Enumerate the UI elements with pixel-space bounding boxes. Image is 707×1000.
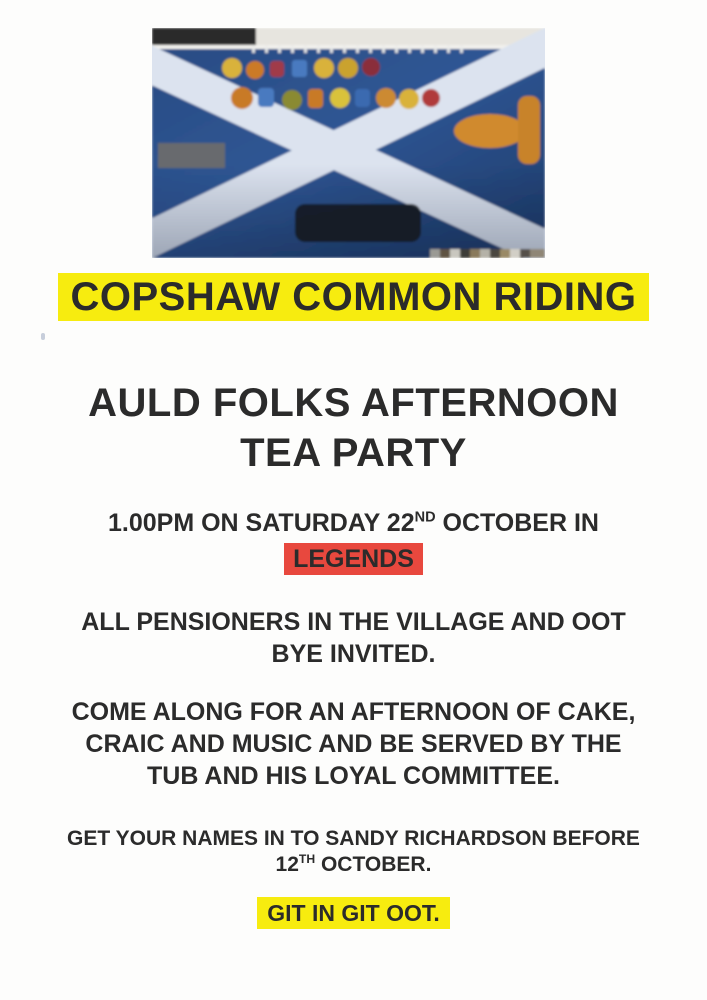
rsvp-line1: GET YOUR NAMES IN TO SANDY RICHARDSON BEFORE bbox=[67, 827, 640, 850]
event-heading-line2: TEA PARTY bbox=[240, 431, 467, 475]
venue-line bbox=[0, 543, 707, 575]
details-line2: CRAIC AND MUSIC AND BE SERVED BY THE bbox=[85, 730, 622, 758]
event-heading-line1: AULD FOLKS AFTERNOON bbox=[88, 381, 619, 425]
dark-bar bbox=[152, 28, 256, 46]
grey-patch bbox=[158, 143, 225, 168]
invite-paragraph bbox=[0, 606, 707, 670]
details-line1: COME ALONG FOR AN AFTERNOON OF CAKE, bbox=[71, 698, 636, 726]
footer-row bbox=[0, 897, 707, 929]
date-text-suffix: OCTOBER IN bbox=[435, 509, 599, 537]
rsvp-line2 bbox=[0, 852, 707, 878]
date-text: 1.00PM ON SATURDAY 22 bbox=[108, 509, 415, 537]
rsvp-ordinal: TH bbox=[298, 852, 316, 866]
event-heading bbox=[0, 378, 707, 478]
date-line bbox=[0, 508, 707, 538]
details-line3: TUB AND HIS LOYAL COMMITTEE. bbox=[147, 762, 560, 790]
date-ordinal: ND bbox=[414, 509, 436, 526]
page-title: COPSHAW COMMON RIDING bbox=[58, 273, 648, 321]
details-paragraph bbox=[0, 696, 707, 792]
rsvp-suffix: OCTOBER. bbox=[315, 853, 432, 876]
scotland-saltire-flag-photo bbox=[152, 28, 545, 258]
invite-line1: ALL PENSIONERS IN THE VILLAGE AND OOT bbox=[81, 608, 626, 636]
rsvp-paragraph bbox=[0, 826, 707, 878]
bottom-strip bbox=[430, 249, 545, 258]
scan-artifact-mark bbox=[41, 333, 45, 340]
bunting-letters-row2 bbox=[231, 87, 440, 110]
footer-slogan: GIT IN GIT OOT. bbox=[257, 897, 450, 929]
rsvp-day: 12 bbox=[275, 853, 299, 876]
date-venue-block bbox=[0, 508, 707, 575]
title-row bbox=[0, 273, 707, 321]
venue-highlight: LEGENDS bbox=[284, 543, 423, 575]
dark-object bbox=[295, 204, 421, 242]
invite-line2: BYE INVITED. bbox=[271, 640, 436, 668]
